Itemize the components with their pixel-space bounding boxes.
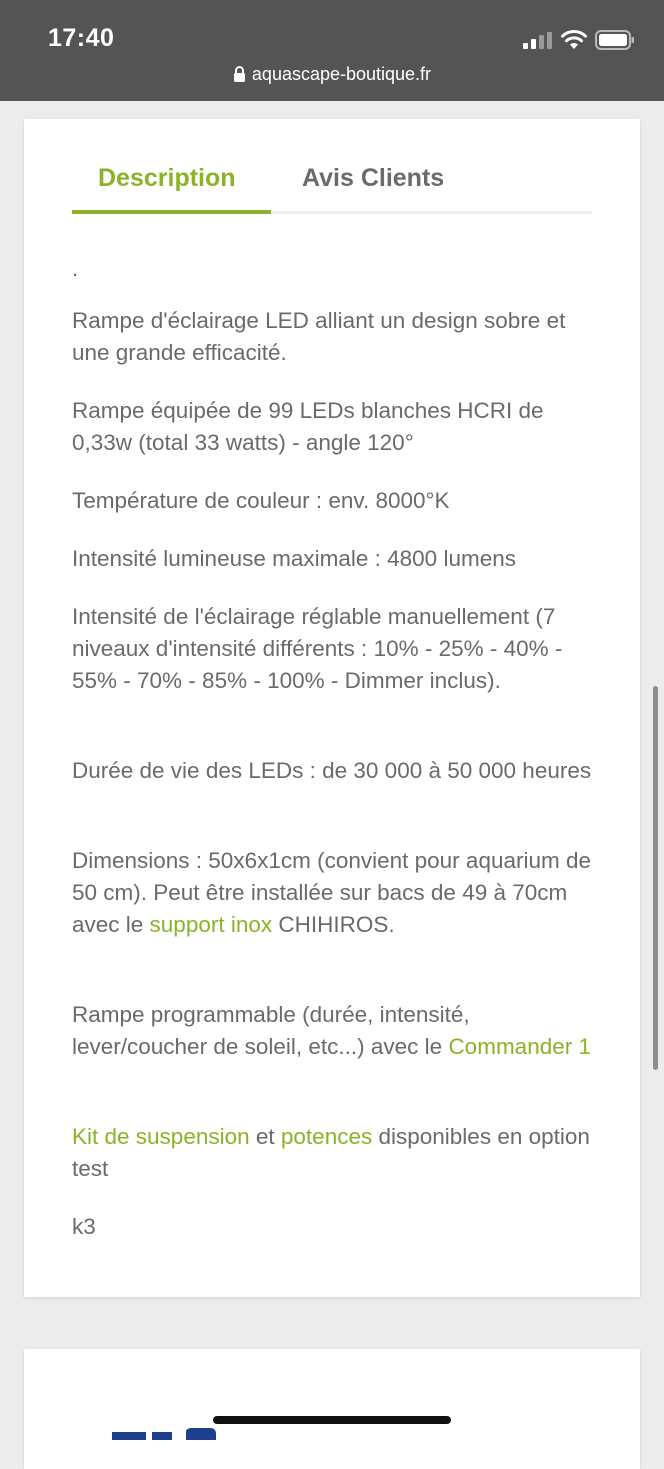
leading-dot: . <box>72 256 79 281</box>
brand-logo-fragment <box>112 1428 222 1440</box>
paragraph-luminous-intensity: Intensité lumineuse maximale : 4800 lumens <box>72 546 516 571</box>
battery-icon <box>595 30 635 50</box>
home-indicator[interactable] <box>213 1416 451 1424</box>
next-section-card <box>24 1349 640 1469</box>
potences-link[interactable]: potences <box>280 1124 373 1149</box>
active-tab-indicator <box>72 210 271 214</box>
paragraph-accessories <box>72 1121 602 1185</box>
dimensions-text: Dimensions : 50x6x1cm (convient pour aquarium de 50 cm). Peut être installée sur bacs de 49 à 70cm avec le <box>72 848 592 937</box>
wifi-icon <box>560 28 588 50</box>
paragraph-color-temperature: Température de couleur : env. 8000°K <box>72 488 450 513</box>
accessories-suffix: disponibles en option test <box>72 1124 590 1181</box>
lock-icon <box>233 66 246 82</box>
page-scrollbar[interactable] <box>653 686 658 1070</box>
tab-avis-clients[interactable]: Avis Clients <box>302 164 445 192</box>
tab-description[interactable]: Description <box>98 164 236 192</box>
status-and-url-bar <box>0 0 664 101</box>
product-description-card <box>24 119 640 1297</box>
kit-suspension-link[interactable]: Kit de suspension <box>72 1124 250 1149</box>
paragraph-lifetime: Durée de vie des LEDs : de 30 000 à 50 000 heures <box>72 758 592 783</box>
cellular-signal-icon <box>523 32 553 49</box>
url-text: aquascape-boutique.fr <box>251 64 432 84</box>
paragraph-leds: Rampe équipée de 99 LEDs blanches HCRI de 0,33w (total 33 watts) - angle 120° <box>72 398 544 455</box>
paragraph-dimming: Intensité de l'éclairage réglable manuellement (7 niveaux d'intensité différents : 10% - 25% - 40% - 55% - 70% - 85% - 100% - Dimmer inclus). <box>72 604 563 693</box>
paragraph-dimensions <box>72 845 602 941</box>
support-inox-link[interactable]: support inox <box>149 912 273 937</box>
paragraph-programmable <box>72 999 602 1063</box>
paragraph-reference: k3 <box>72 1214 96 1239</box>
programmable-text: Rampe programmable (durée, intensité, lever/coucher de soleil, etc...) avec le <box>72 1002 470 1059</box>
address-bar[interactable] <box>0 64 664 85</box>
commander-1-link[interactable]: Commander 1 <box>448 1034 591 1059</box>
paragraph-intro: Rampe d'éclairage LED alliant un design sobre et une grande efficacité. <box>72 308 566 365</box>
accessories-conjunction: et <box>249 1124 281 1149</box>
dimensions-suffix: CHIHIROS. <box>272 912 395 937</box>
product-tabs <box>72 159 592 214</box>
status-time: 17:40 <box>48 24 115 52</box>
